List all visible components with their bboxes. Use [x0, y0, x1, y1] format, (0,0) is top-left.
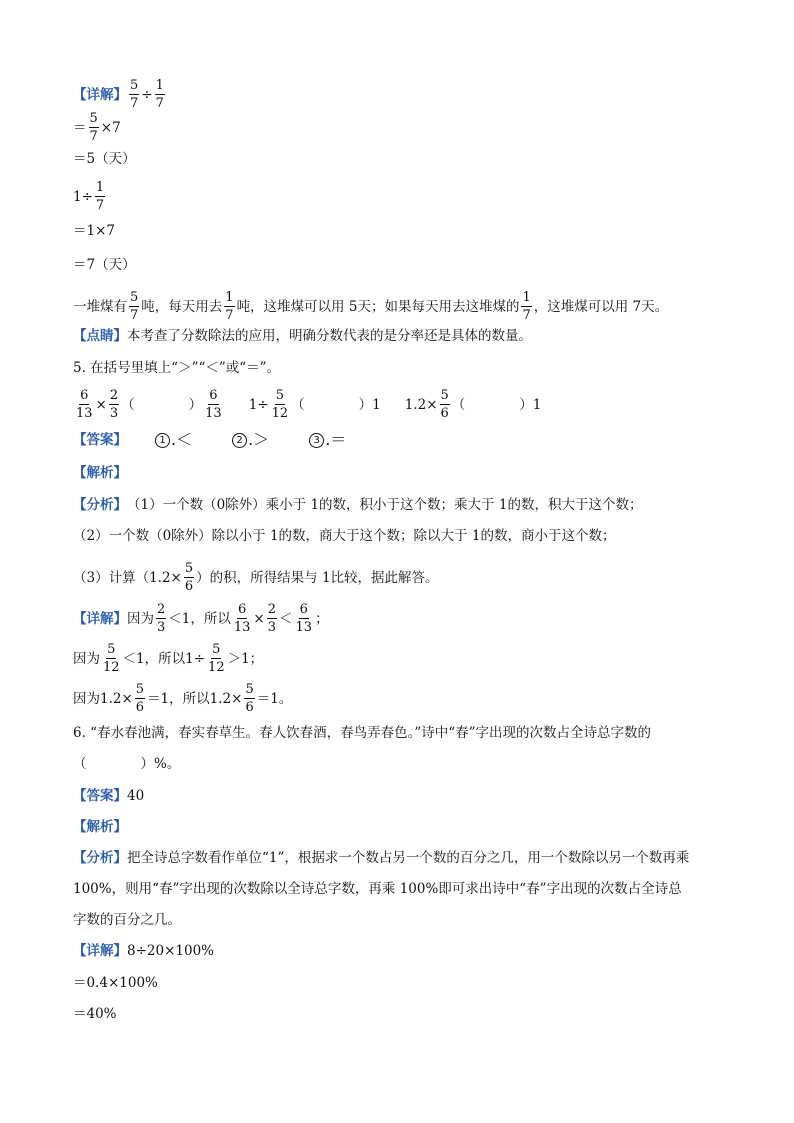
circled-number-1: 1: [155, 433, 170, 448]
circled-number-2: 2: [232, 433, 247, 448]
question-6-blank: （ ）%。: [73, 756, 181, 772]
answer-blank-1: （ ）: [121, 396, 203, 413]
fraction-six-thirteenths: $\frac{6}{13}$: [233, 602, 251, 635]
note-line: 【点睛】 本考查了分数除法的应用，明确分数代表的是分率还是具体的数量。: [73, 328, 532, 344]
fraction-six-thirteenths: $\frac{6}{13}$: [76, 388, 93, 421]
detail-line-2: ＝ $\frac{5}{7}$ ×7: [73, 111, 121, 144]
detail-label: 【详解】: [73, 86, 127, 103]
detail-5-line-3: 因为1.2× $\frac{5}{6}$ ＝1，所以1.2× $\frac{5}{6}$ ＝1。: [73, 682, 293, 715]
fraction-one-seventh: $\frac{1}{7}$: [225, 290, 234, 323]
fraction-five-sevenths: $\frac{5}{7}$: [130, 78, 139, 111]
detail-line-4: 1÷ $\frac{1}{7}$: [73, 180, 105, 213]
analysis-line-3: （3）计算（1.2× $\frac{5}{6}$ ）的积，所得结果与 1比较，据此解答。: [73, 561, 439, 594]
answer-label: 【答案】: [73, 432, 127, 448]
detail-6-line-3: ＝40%: [73, 1006, 117, 1022]
answer-blank-3: （ ）1: [451, 396, 542, 413]
fraction-five-twelfths: $\frac{5}{12}$: [208, 642, 225, 675]
answer-blank-2: （ ）1: [291, 396, 381, 413]
detail-line-6: ＝7（天）: [73, 257, 136, 273]
detail-6-line-2: ＝0.4×100%: [73, 975, 158, 991]
answer-line-5: 【答案】 1 .＜ 2 .＞ 3 .＝: [73, 430, 347, 449]
note-label: 【点睛】: [73, 328, 127, 344]
fraction-one-seventh: $\frac{1}{7}$: [522, 290, 531, 323]
analysis-heading-5: 【解析】: [73, 465, 127, 481]
fraction-five-sevenths: $\frac{5}{7}$: [89, 111, 98, 144]
analysis-line-1: 【分析】 （1）一个数（0除外）乘小于 1的数，积小于这个数；乘大于 1的数，积大于这个数；: [73, 497, 643, 513]
analysis-heading-6: 【解析】: [73, 819, 127, 835]
fraction-five-twelfths: $\frac{5}{12}$: [271, 388, 289, 421]
fraction-one-seventh: $\frac{1}{7}$: [95, 180, 105, 213]
fraction-two-thirds: $\frac{2}{3}$: [267, 602, 277, 635]
question-5-title: 5. 在括号里填上“＞”“＜”或“＝”。: [73, 360, 281, 376]
detail-line-5: ＝1×7: [73, 223, 115, 239]
fraction-six-thirteenths: $\frac{6}{13}$: [295, 602, 313, 635]
summary-line: 一堆煤有 $\frac{5}{7}$ 吨，每天用去 $\frac{1}{7}$ 吨，这堆煤可以用 5天；如果每天用去这堆煤的 $\frac{1}{7}$ ，这堆煤可以用 7天。: [73, 290, 669, 323]
fraction-six-thirteenths: $\frac{6}{13}$: [205, 388, 222, 421]
fraction-five-sixths: $\frac{5}{6}$: [440, 388, 449, 421]
fraction-five-sevenths: $\frac{5}{7}$: [130, 290, 139, 323]
question-5-expressions: $\frac{6}{13}$ × $\frac{2}{3}$ （ ） $\frac{6}{13}$ 1÷ $\frac{5}{12}$ （ ）1 1.2× $\frac{5}{6}$ （ ）1: [76, 388, 542, 421]
fraction-two-thirds: $\frac{2}{3}$: [109, 388, 119, 421]
detail-line-1: [73, 78, 167, 111]
detail-5-line-1: 【详解】 因为 $\frac{2}{3}$ ＜1，所以 $\frac{6}{13}$ × $\frac{2}{3}$ ＜ $\frac{6}{13}$ ；: [73, 602, 329, 635]
detail-6-line-1: 【详解】 8÷20×100%: [73, 943, 214, 959]
fraction-five-sixths: $\frac{5}{6}$: [184, 561, 194, 594]
fraction-five-sixths: $\frac{5}{6}$: [245, 682, 254, 715]
fraction-one-seventh: $\frac{1}{7}$: [155, 78, 164, 111]
analysis-6-line-1: 【分析】 把全诗总字数看作单位“1”，根据求一个数占另一个数的百分之几，用一个数除以另一个数再乘: [73, 850, 690, 866]
fraction-five-sixths: $\frac{5}{6}$: [135, 682, 145, 715]
fraction-five-twelfths: $\frac{5}{12}$: [103, 642, 120, 675]
detail-5-line-2: 因为 $\frac{5}{12}$ ＜1，所以1÷ $\frac{5}{12}$ ＞1；: [73, 642, 264, 675]
circled-number-3: 3: [309, 433, 324, 448]
analysis-6-line-2: 100%，则用“春”字出现的次数除以全诗总字数，再乘 100%即可求出诗中“春”字出现的次数占全诗总: [73, 881, 682, 897]
answer-line-6: 【答案】 40: [73, 788, 145, 804]
answer-value: 40: [127, 788, 145, 804]
analysis-line-2: （2）一个数（0除外）除以小于 1的数，商大于这个数；除以大于 1的数，商小于这个数；: [73, 528, 616, 544]
detail-line-3: ＝5（天）: [73, 151, 136, 167]
fraction-two-thirds: $\frac{2}{3}$: [157, 602, 166, 635]
question-6-title: 6. “春水春池满，春实春草生。春人饮春酒，春鸟弄春色。”诗中“春”字出现的次数占全诗总字数的: [73, 725, 652, 741]
analysis-6-line-3: 字数的百分之几。: [73, 912, 181, 928]
divide-sign: ÷: [141, 86, 153, 103]
